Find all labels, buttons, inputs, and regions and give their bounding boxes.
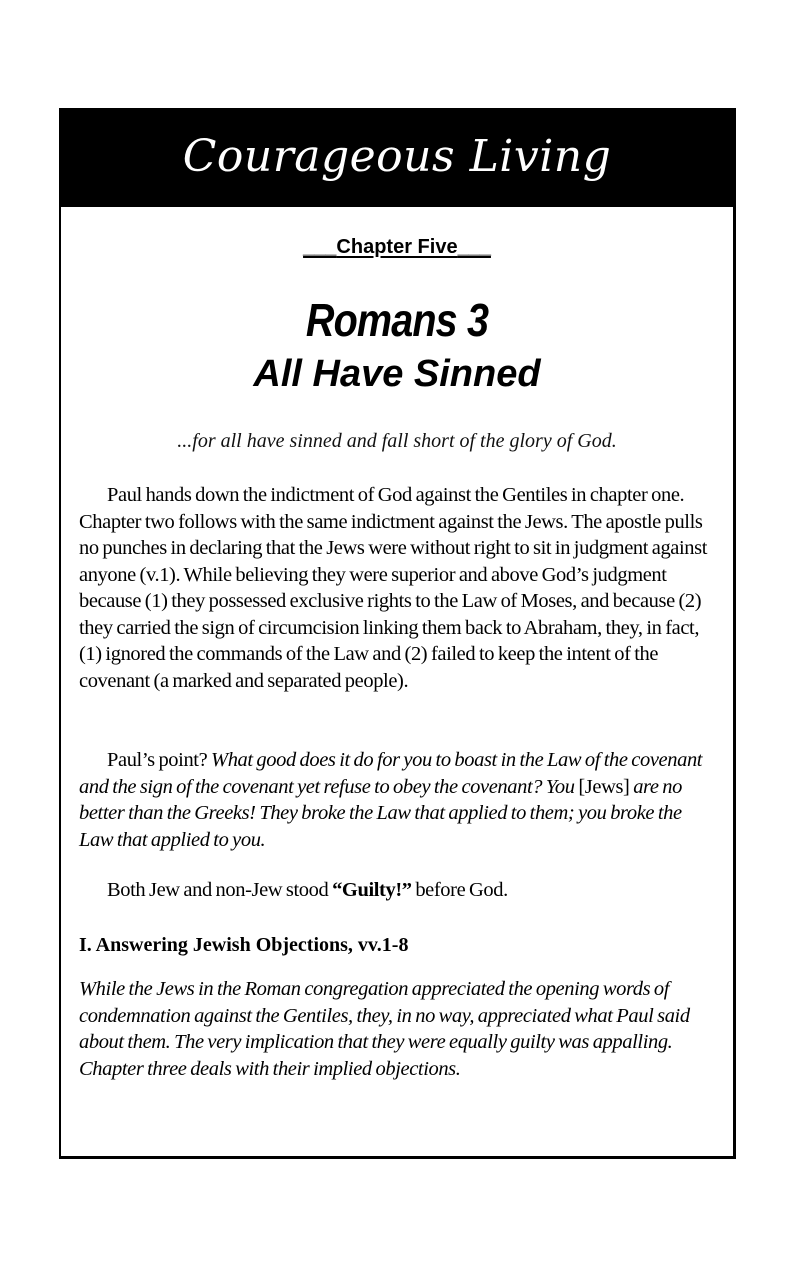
paragraph-2-italic-2: are no better than the Greeks! They broke the Law that applied to them; you broke the Law that applied to you. — [79, 775, 683, 851]
paragraph-2-italic-1: What good does it do for you to boast in the Law of the covenant and the sign of the covenant yet refuse to obey the covenant? You — [79, 749, 703, 798]
paragraph-3-after: before God. — [411, 879, 508, 901]
paragraph-2 — [79, 747, 719, 853]
chapter-subtitle: All Have Sinned — [253, 353, 541, 395]
chapter-text: Chapter Five — [336, 236, 458, 258]
book-title: Courageous Living — [182, 131, 612, 182]
paragraph-3 — [79, 877, 719, 904]
header-banner — [61, 110, 733, 207]
chapter-label — [61, 236, 733, 259]
paragraph-3-text — [79, 877, 719, 904]
paragraph-2-bracket: [Jews] — [578, 775, 630, 798]
paragraph-2-lead: Paul’s point? — [107, 749, 212, 771]
paragraph-2-text — [79, 747, 719, 853]
section-intro — [79, 976, 719, 1082]
chapter-title: Romans 3 — [305, 294, 489, 346]
epigraph-quote: ...for all have sinned and fall short of the glory of God. — [177, 430, 617, 452]
paragraph-1-text: Paul hands down the indictment of God against the Gentiles in chapter one. Chapter two follows with the same indictment against the Jews. The apostle pulls no punches in declaring that the Jews were without right to sit in judgment against anyone (v.1). While believing they were superior and above God’s judgment because (1) they possessed exclusive rights to the Law of Moses, and because (2) they carried the sign of circumcision linking them back to Abraham, they, in fact, (1) ignored the commands of the Law and (2) failed to keep the intent of the covenant (a marked and separated people). — [79, 484, 708, 692]
section-intro-text: While the Jews in the Roman congregation appreciated the opening words of condemnation against the Gentiles, they, in no way, appreciated what Paul said about them. The very implication that they were equally guilty was appalling. Chapter three deals with their implied objections. — [79, 978, 690, 1080]
paragraph-3-guilty: “Guilty!” — [332, 879, 412, 901]
section-heading: I. Answering Jewish Objections, vv.1-8 — [79, 934, 409, 956]
paragraph-3-before: Both Jew and non-Jew stood — [107, 879, 333, 901]
chapter-underline-right: ___ — [457, 236, 491, 258]
page-frame — [59, 108, 736, 1159]
chapter-underline-left: ___ — [303, 236, 337, 258]
paragraph-1 — [79, 482, 719, 694]
